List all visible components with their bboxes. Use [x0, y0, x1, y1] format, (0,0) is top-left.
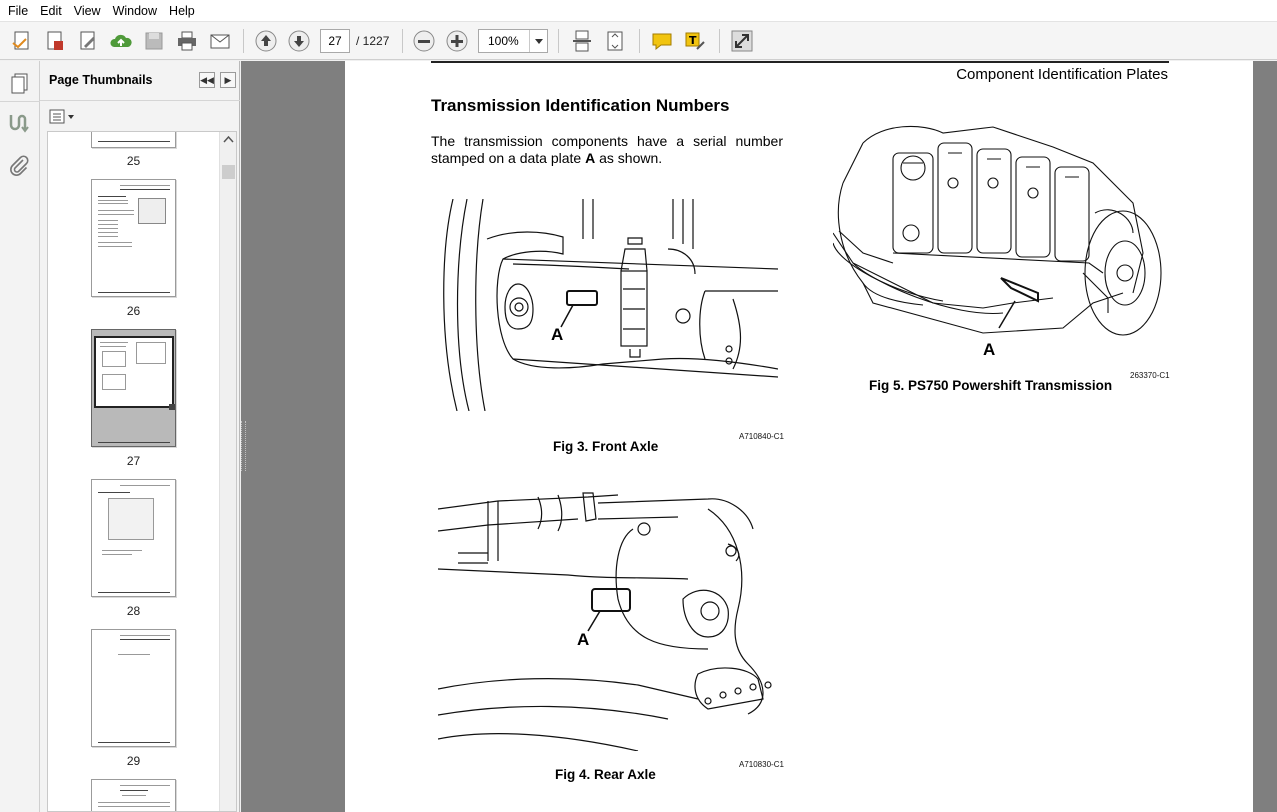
panel-splitter-handle[interactable]	[241, 421, 246, 471]
thumbnail-page-28[interactable]	[91, 479, 176, 597]
file-options-icon	[43, 29, 67, 53]
running-header: Component Identification Plates	[956, 66, 1168, 83]
thumbnail-label: 25	[126, 154, 141, 168]
panel-arrow-button[interactable]	[220, 72, 236, 88]
thumbnail-page-25[interactable]	[91, 131, 176, 148]
fit-page-icon	[603, 29, 627, 53]
callout-label: A	[551, 325, 564, 344]
edit-button[interactable]	[74, 27, 102, 55]
transmission-figure	[833, 123, 1165, 361]
page-total: / 1227	[356, 34, 390, 48]
callout-label: A	[577, 630, 590, 649]
zoom-select[interactable]	[478, 29, 548, 53]
zoom-in-icon	[445, 29, 469, 53]
arrow-up-icon	[254, 29, 278, 53]
comment-button[interactable]	[648, 27, 676, 55]
page-thumbnails-panel	[40, 61, 240, 812]
next-page-button[interactable]	[285, 27, 313, 55]
cloud-upload-icon	[109, 29, 133, 53]
toolbar-separator	[719, 29, 720, 53]
email-button[interactable]	[206, 27, 234, 55]
scroll-up-icon[interactable]	[220, 132, 237, 146]
thumbnail-options-button[interactable]	[49, 108, 77, 126]
comment-icon	[650, 29, 674, 53]
highlight-text-icon	[683, 29, 707, 53]
thumbnail-page-29[interactable]	[91, 629, 176, 747]
menu-view[interactable]: View	[73, 3, 101, 18]
create-pdf-button[interactable]	[8, 27, 36, 55]
menu-window[interactable]: Window	[112, 3, 158, 18]
thumbnail-scrollbar[interactable]	[219, 132, 236, 811]
panel-header	[40, 61, 240, 101]
chevron-down-icon[interactable]	[529, 30, 547, 52]
scrolling-mode-button[interactable]	[568, 27, 596, 55]
chevron-right-icon: ▶	[224, 74, 232, 85]
body-paragraph	[431, 133, 783, 167]
document-viewer[interactable]	[241, 61, 1277, 812]
double-chevron-left-icon: ◀◀	[200, 74, 214, 85]
pdf-page	[345, 61, 1253, 812]
menu-help[interactable]: Help	[169, 3, 195, 18]
zoom-out-button[interactable]	[410, 27, 438, 55]
scrollbar-thumb[interactable]	[222, 165, 235, 179]
toolbar-separator	[558, 29, 559, 53]
figure-caption: Fig 5. PS750 Powershift Transmission	[869, 378, 1113, 393]
print-button[interactable]	[173, 27, 201, 55]
save-icon	[142, 29, 166, 53]
signatures-icon[interactable]	[7, 111, 31, 135]
thumbnail-label: 26	[126, 304, 141, 318]
panel-title: Page Thumbnails	[49, 73, 153, 87]
navigation-pane-strip	[0, 61, 40, 812]
toolbar	[0, 22, 1277, 60]
callout-label: A	[983, 340, 996, 359]
zoom-value: 100%	[488, 34, 519, 48]
full-screen-button[interactable]	[728, 27, 756, 55]
figure-code: A710840-C1	[739, 432, 784, 441]
zoom-out-icon	[412, 29, 436, 53]
toolbar-separator	[243, 29, 244, 53]
figure-code: 263370-C1	[1130, 371, 1170, 380]
edit-icon	[76, 29, 100, 53]
body-text-start: The transmission components have a serial number stamped on a data plate	[431, 133, 783, 166]
attachment-icon[interactable]	[7, 154, 31, 178]
fit-page-button[interactable]	[601, 27, 629, 55]
toolbar-separator	[402, 29, 403, 53]
highlight-button[interactable]	[681, 27, 709, 55]
menu-file[interactable]: File	[8, 3, 29, 18]
svg-text:T: T	[689, 34, 697, 47]
toolbar-separator	[639, 29, 640, 53]
thumbnail-list[interactable]	[47, 131, 237, 812]
menu-bar	[0, 0, 1277, 22]
print-icon	[175, 29, 199, 53]
upload-button[interactable]	[107, 27, 135, 55]
page-thumbnails-icon[interactable]	[8, 71, 32, 95]
section-title: Transmission Identification Numbers	[431, 96, 730, 115]
expand-icon	[730, 29, 754, 53]
zoom-in-button[interactable]	[443, 27, 471, 55]
save-button[interactable]	[140, 27, 168, 55]
front-axle-figure	[433, 199, 778, 411]
envelope-icon	[208, 29, 232, 53]
thumbnail-label: 28	[126, 604, 141, 618]
page-number-input[interactable]: 27	[320, 29, 350, 53]
scroll-page-icon	[570, 29, 594, 53]
file-options-button[interactable]	[41, 27, 69, 55]
thumbnail-page-26[interactable]	[91, 179, 176, 297]
header-rule	[431, 61, 1169, 63]
figure-code: A710830-C1	[739, 760, 784, 769]
figure-caption: Fig 4. Rear Axle	[555, 767, 656, 782]
figure-caption: Fig 3. Front Axle	[553, 439, 659, 454]
thumbnail-page-30[interactable]	[91, 779, 176, 812]
previous-page-button[interactable]	[252, 27, 280, 55]
body-text-bold: A	[585, 150, 596, 166]
rear-axle-figure	[438, 489, 783, 751]
options-menu-icon	[49, 109, 77, 125]
thumbnail-label: 29	[126, 754, 141, 768]
arrow-down-icon	[287, 29, 311, 53]
body-text-end: as shown.	[595, 150, 663, 166]
menu-edit[interactable]: Edit	[40, 3, 62, 18]
collapse-panel-button[interactable]	[199, 72, 215, 88]
create-pdf-icon	[10, 29, 34, 53]
thumbnail-page-27-selected[interactable]	[91, 329, 176, 447]
thumbnail-label: 27	[126, 454, 141, 468]
